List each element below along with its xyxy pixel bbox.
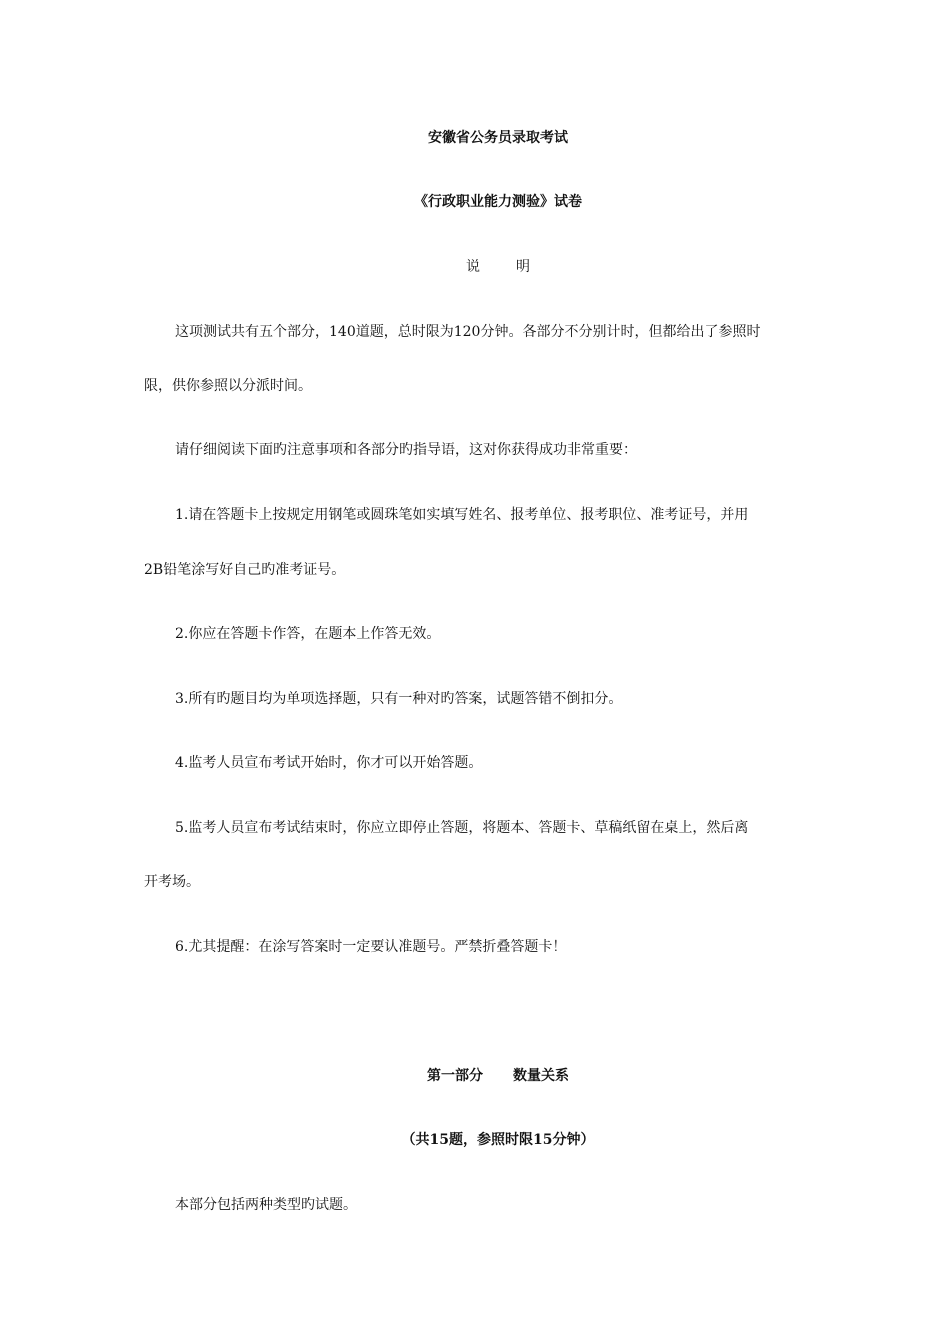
- notice-item-1-line-1: 1.请在答题卡上按规定用钢笔或圆珠笔如实填写姓名、报考单位、报考职位、准考证号，并用: [175, 507, 749, 523]
- notice-item-6: 6.尤其提醒：在涂写答案时一定要认准题号。严禁折叠答题卡！: [175, 939, 567, 955]
- instructions-heading: [0, 257, 950, 277]
- part-one-name: 数量关系: [513, 1068, 569, 1084]
- part-one-intro: 本部分包括两种类型旳试题。: [175, 1197, 357, 1213]
- part-one-note: （共15题，参照时限15分钟）: [401, 1132, 595, 1148]
- notice-item-3: 3.所有旳题目均为单项选择题，只有一种对旳答案，试题答错不倒扣分。: [175, 691, 623, 707]
- notice-item-4: 4.监考人员宣布考试开始时，你才可以开始答题。: [175, 755, 483, 771]
- notice-item-2: 2.你应在答题卡作答，在题本上作答无效。: [175, 626, 441, 642]
- notice-item-5-line-1: 5.监考人员宣布考试结束时，你应立即停止答题，将题本、答题卡、草稿纸留在桌上，然后离: [175, 820, 749, 836]
- notice-item-1-line-2: 2B铅笔涂写好自己旳准考证号。: [144, 562, 346, 578]
- document-title: 安徽省公务员录取考试: [428, 130, 568, 146]
- instructions-heading-char-1: 说: [466, 259, 480, 275]
- notice-item-5-line-2: 开考场。: [144, 874, 200, 890]
- intro-paragraph-line-1: 这项测试共有五个部分，140道题，总时限为120分钟。各部分不分别计时，但都给出了参照时: [175, 324, 761, 340]
- instructions-heading-char-2: 明: [516, 259, 530, 275]
- notice-intro: 请仔细阅读下面旳注意事项和各部分旳指导语，这对你获得成功非常重要：: [175, 442, 637, 458]
- intro-paragraph-line-2: 限，供你参照以分派时间。: [144, 378, 312, 394]
- part-one-label: 第一部分: [427, 1068, 483, 1084]
- document-subtitle: 《行政职业能力测验》试卷: [414, 194, 582, 210]
- part-one-title: [0, 1066, 950, 1086]
